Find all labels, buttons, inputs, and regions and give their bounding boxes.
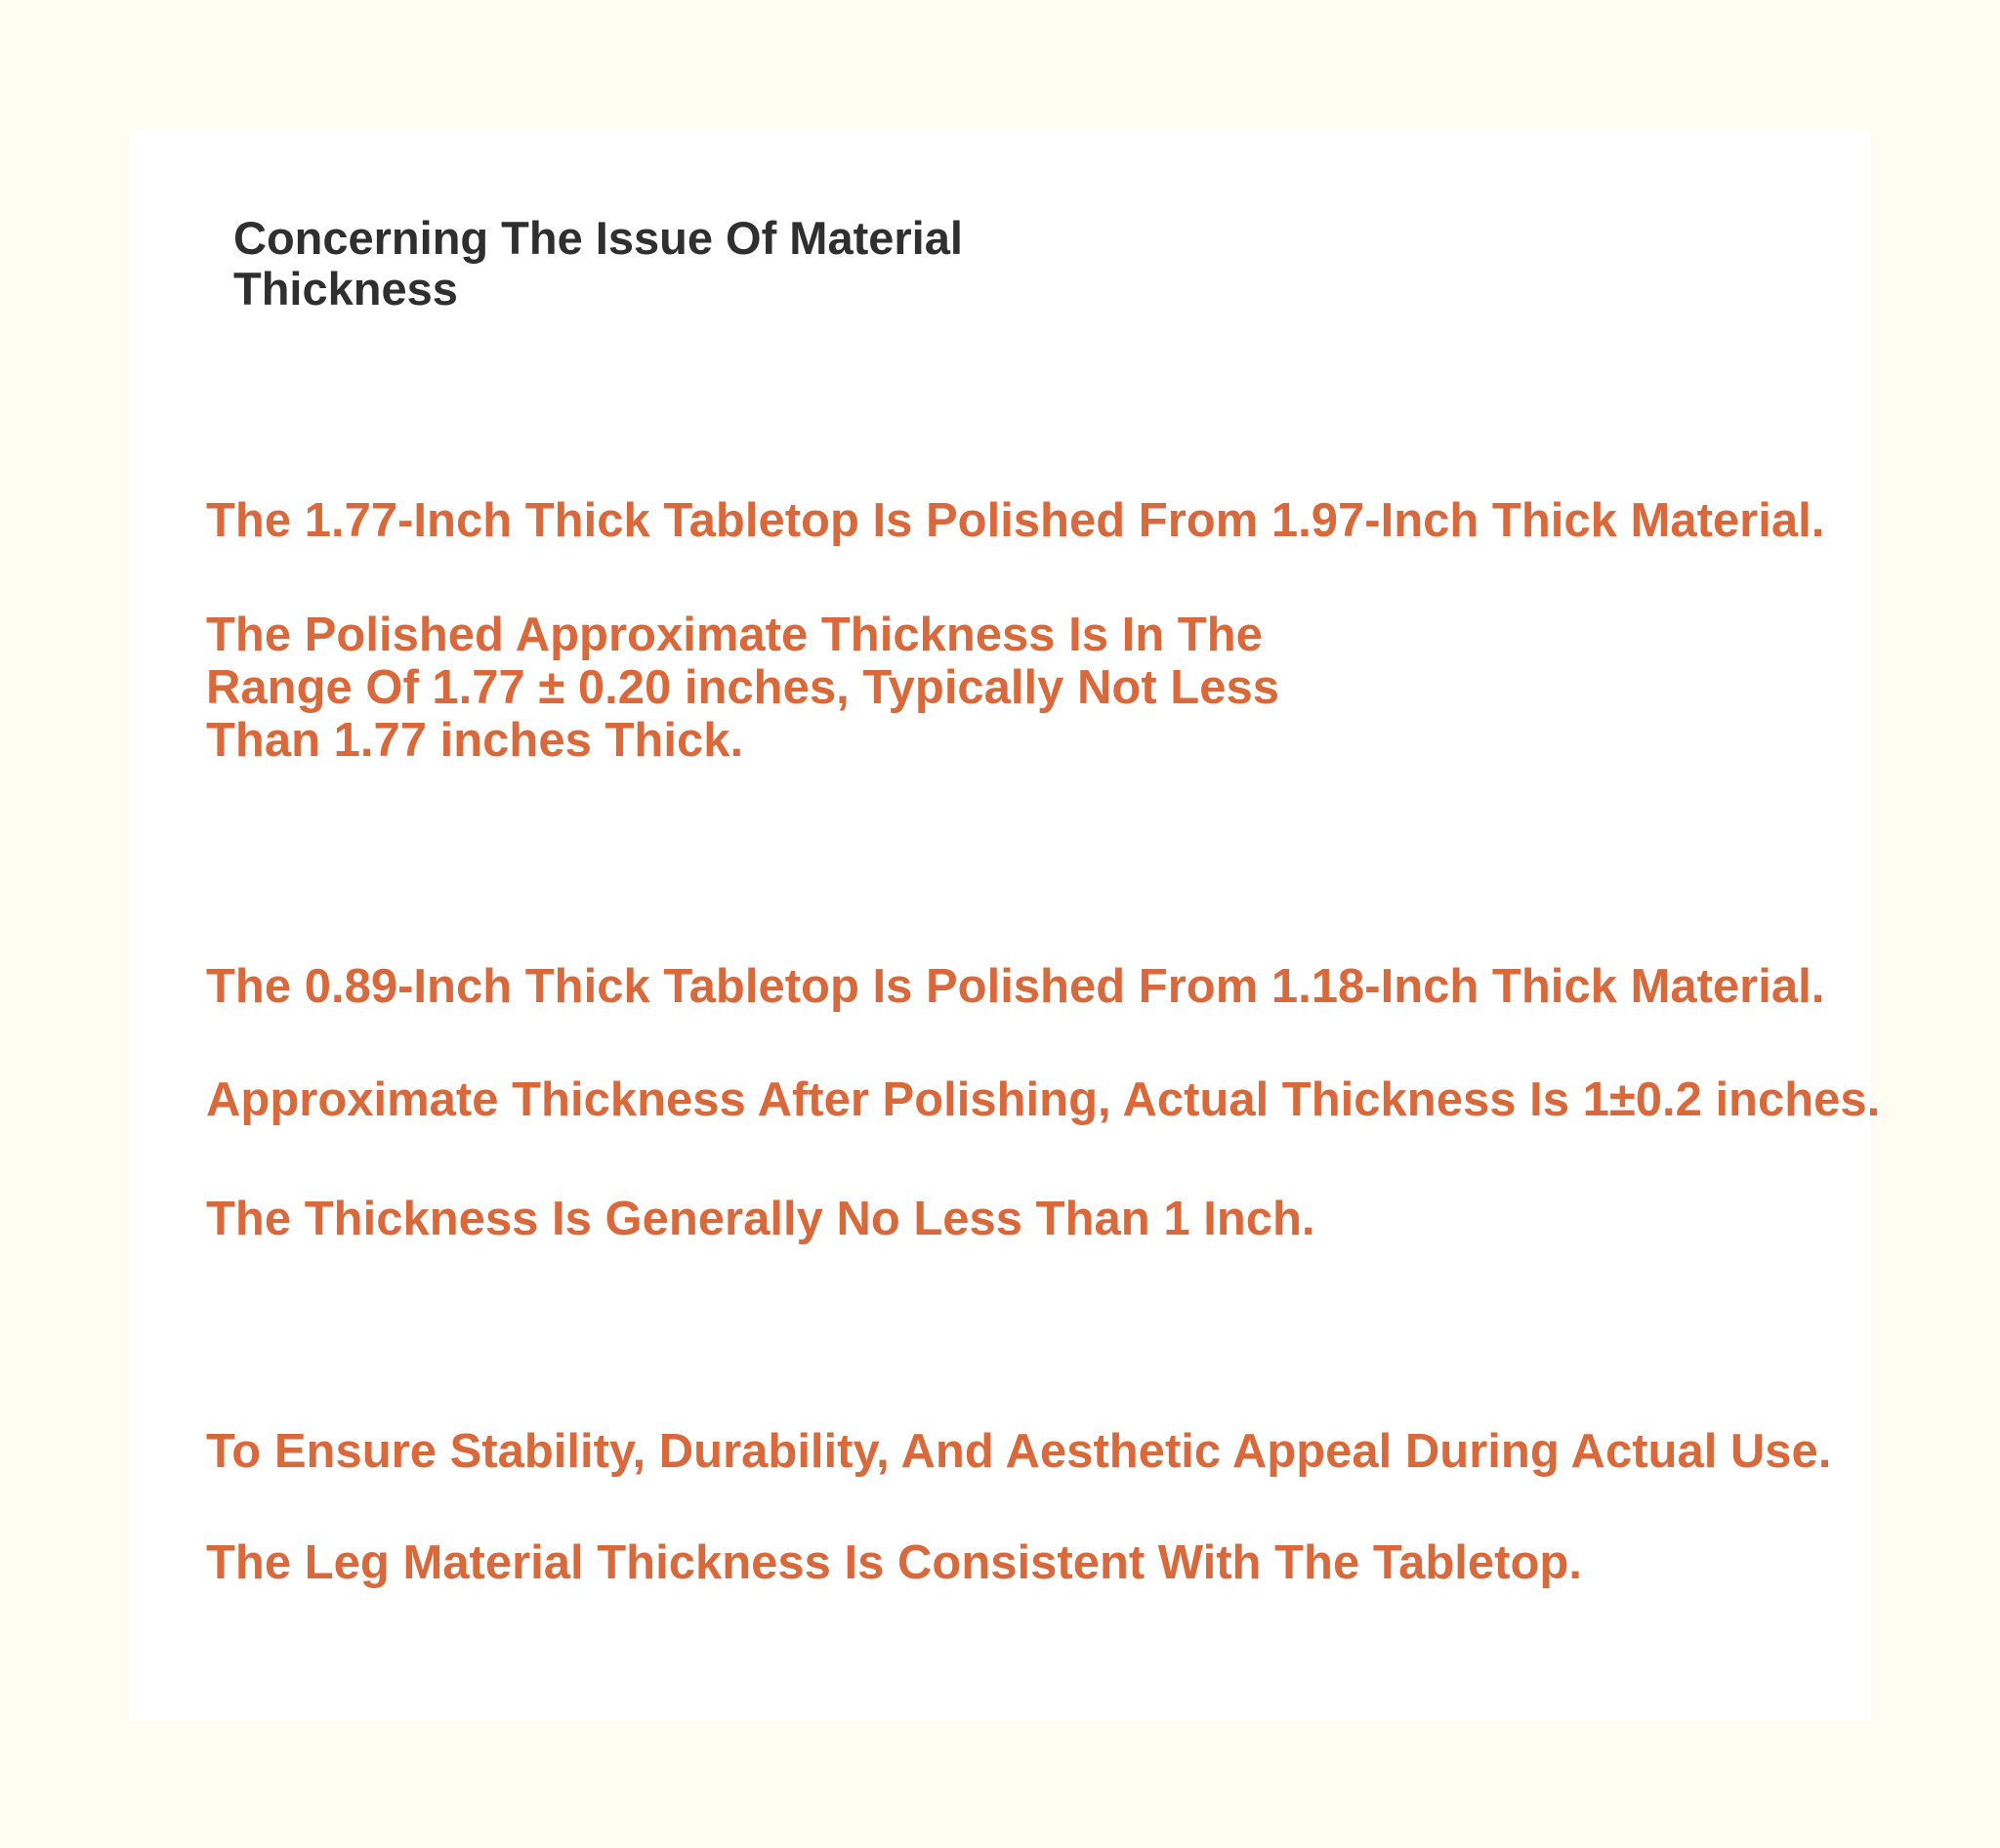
page-title: Concerning The Issue Of Material Thickness [233,212,963,315]
section-1-line-1: The 1.77-Inch Thick Tabletop Is Polished From 1.97-Inch Thick Material. [206,494,1825,547]
section-2-line-1: The 0.89-Inch Thick Tabletop Is Polished From 1.18-Inch Thick Material. [206,960,1825,1013]
section-3-line-2: The Leg Material Thickness Is Consistent With The Tabletop. [206,1536,1582,1589]
section-3-line-1: To Ensure Stability, Durability, And Aesthetic Appeal During Actual Use. [206,1425,1832,1478]
section-1-line-2: The Polished Approximate Thickness Is In The Range Of 1.77 ± 0.20 inches, Typically Not Less Than 1.77 inches Thick. [206,609,1279,767]
section-2-line-3: The Thickness Is Generally No Less Than 1 Inch. [206,1193,1315,1245]
content-card [129,129,1871,1721]
section-2-line-2: Approximate Thickness After Polishing, Actual Thickness Is 1±0.2 inches. [206,1073,1881,1126]
